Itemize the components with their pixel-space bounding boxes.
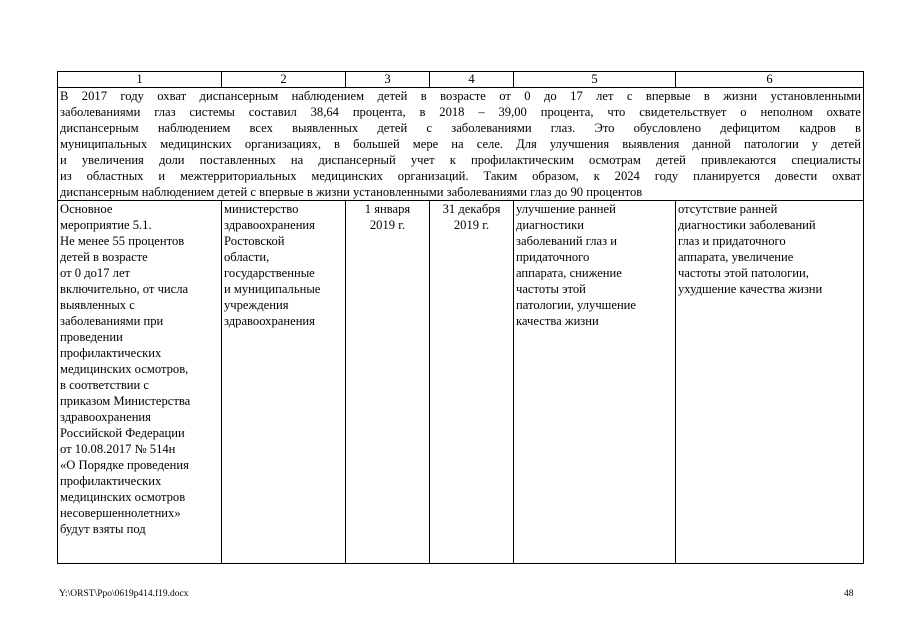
cell-line: Основное (60, 202, 113, 216)
cell-line: профилактических (60, 346, 162, 360)
end-date-cell (430, 201, 514, 564)
cell-line: области, (224, 250, 270, 264)
cell-line: 2019 г. (369, 218, 406, 232)
cell-line: заболеваниями при (60, 314, 164, 328)
paragraph-line: из областных и межтерриториальных медицинских организаций. Таким образом, к 2024 году планируется довести охват (60, 169, 861, 183)
consequences-cell (676, 201, 864, 564)
cell-line: частоты этой (516, 282, 586, 296)
cell-line: проведении (60, 330, 123, 344)
cell-line: патологии, улучшение (516, 298, 637, 312)
cell-line: несовершеннолетних» (60, 506, 181, 520)
cell-line: придаточного (516, 250, 590, 264)
cell-line: медицинских осмотров (60, 490, 186, 504)
cell-line: от 0 до17 лет (60, 266, 131, 280)
cell-line: и муниципальные (224, 282, 321, 296)
footer-file-path: Y:\ORST\Ppo\0619p414.f19.docx (59, 589, 189, 599)
header-cell-3: 3 (346, 72, 430, 88)
cell-line: 2019 г. (453, 218, 490, 232)
paragraph-line: муниципальных медицинских организациях, в большей мере на селе. Для улучшения выявления данной патологии у детей (60, 137, 861, 151)
cell-line: здравоохранения (60, 410, 151, 424)
activity-description-cell (58, 201, 222, 564)
paragraph-line: и увеличения доли поставленных на диспансерный учет к профилактическим осмотрам детей привлекаются специалисты (60, 153, 861, 167)
paragraph-line: В 2017 году охват диспансерным наблюдением детей в возрасте от 0 до 17 лет с впервые в жизни установленными (60, 89, 861, 103)
start-date-cell (346, 201, 430, 564)
cell-line: 31 декабря (442, 202, 501, 216)
header-cell-1: 1 (58, 72, 222, 88)
cell-line: Не менее 55 процентов (60, 234, 185, 248)
cell-line: будут взяты под (60, 522, 146, 536)
activity-row (58, 201, 864, 564)
cell-line: профилактических (60, 474, 162, 488)
cell-line: приказом Министерства (60, 394, 191, 408)
cell-line: государственные (224, 266, 315, 280)
cell-line: включительно, от числа (60, 282, 189, 296)
responsible-cell (222, 201, 346, 564)
header-cell-4: 4 (430, 72, 514, 88)
cell-line: выявленных с (60, 298, 135, 312)
cell-line: в соответствии с (60, 378, 149, 392)
cell-line: качества жизни (516, 314, 599, 328)
cell-line: 1 января (364, 202, 411, 216)
paragraph-line: диспансерным наблюдением всех выявленных детей с заболеваниями глаз. Это обусловлено дефицитом кадров в (60, 121, 861, 135)
cell-line: учреждения (224, 298, 289, 312)
footer-page-number: 48 (844, 589, 854, 599)
cell-line: Российской Федерации (60, 426, 185, 440)
cell-line: здравоохранения (224, 314, 315, 328)
cell-line: глаз и придаточного (678, 234, 786, 248)
paragraph-line: заболеваниями глаз системы составил 38,64 процента, в 2018 – 39,00 процента, что свидетельствует о неполном охвате (60, 105, 861, 119)
header-cell-2: 2 (222, 72, 346, 88)
cell-line: отсутствие ранней (678, 202, 778, 216)
paragraph-cell (58, 88, 864, 201)
cell-line: детей в возрасте (60, 250, 148, 264)
header-row (58, 72, 864, 88)
expected-result-cell (514, 201, 676, 564)
cell-line: диагностики заболеваний (678, 218, 816, 232)
header-cell-6: 6 (676, 72, 864, 88)
cell-line: медицинских осмотров, (60, 362, 189, 376)
cell-line: от 10.08.2017 № 514н (60, 442, 176, 456)
cell-line: аппарата, снижение (516, 266, 622, 280)
paragraph-row (58, 88, 864, 201)
cell-line: заболеваний глаз и (516, 234, 617, 248)
header-cell-5: 5 (514, 72, 676, 88)
cell-line: ухудшение качества жизни (678, 282, 823, 296)
cell-line: Ростовской (224, 234, 285, 248)
program-table (57, 71, 864, 564)
cell-line: частоты этой патологии, (678, 266, 809, 280)
cell-line: «О Порядке проведения (60, 458, 189, 472)
cell-line: министерство (224, 202, 299, 216)
cell-line: улучшение ранней (516, 202, 616, 216)
cell-line: диагностики (516, 218, 584, 232)
cell-line: мероприятие 5.1. (60, 218, 152, 232)
cell-line: здравоохранения (224, 218, 315, 232)
cell-line: аппарата, увеличение (678, 250, 794, 264)
paragraph-line: диспансерным наблюдением детей с впервые в жизни установленными заболеваниями глаз до 90 процентов (60, 185, 643, 199)
